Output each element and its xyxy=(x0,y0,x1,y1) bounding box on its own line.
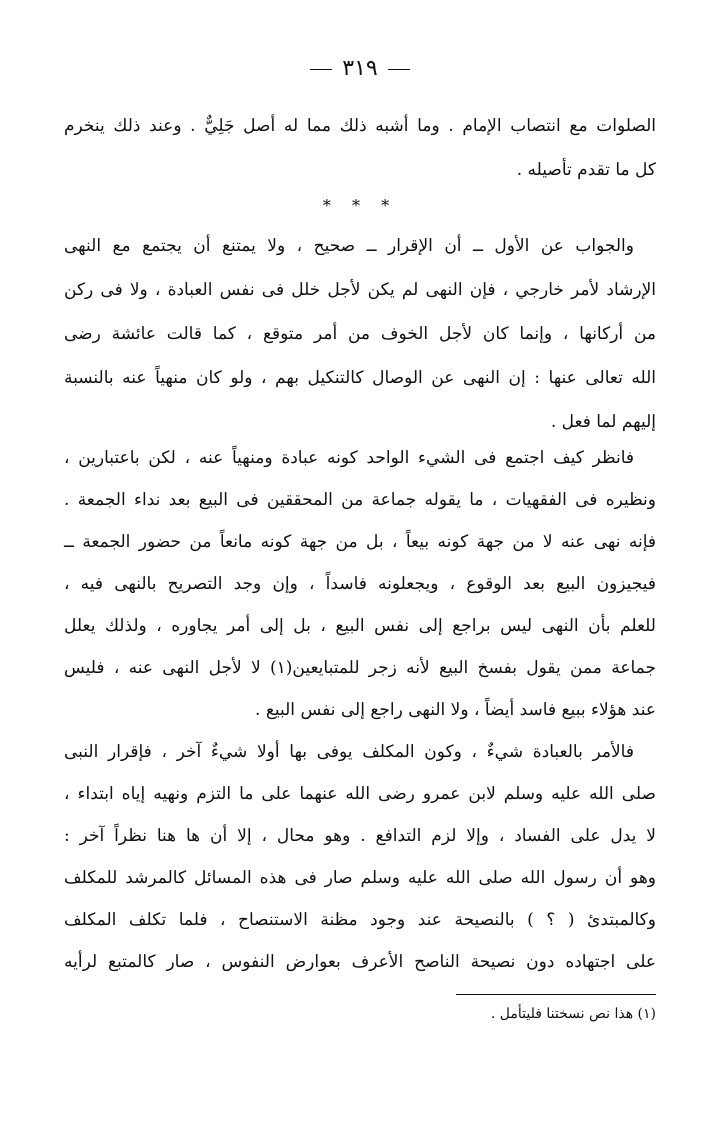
text-line: كل ما تقدم تأصيله . xyxy=(516,160,656,180)
text-line: وهو أن رسول الله صلى الله عليه وسلم صار فى هذه المسائل كالمرشد للمكلف xyxy=(64,868,656,888)
text-line: الله تعالى عنها : إن النهى عن الوصال كالتنكيل بهم ، ولو كان منهياً عنه بالنسبة xyxy=(64,368,656,388)
text-line: وكالمبتدئ ( ؟ ) بالنصيحة عند وجود مظنة الاستنصاح ، فلما تكلف المكلف xyxy=(64,910,656,930)
header-dash-left xyxy=(310,69,332,70)
text-line: إليهم لما فعل . xyxy=(550,412,656,432)
text-line: على اجتهاده دون نصيحة الناصح الأعرف بعوارض النفوس ، صار كالمتبع لرأيه xyxy=(64,952,656,972)
page-header xyxy=(0,56,720,81)
text-line: الصلوات مع انتصاب الإمام . وما أشبه ذلك مما له أصل جَلِيٌّ . وعند ذلك ينخرم xyxy=(64,116,656,136)
page-number: ٣١٩ xyxy=(342,56,378,81)
section-separator: * * * xyxy=(322,196,398,215)
text-line: فالأمر بالعبادة شيءٌ ، وكون المكلف يوفى بها أولا شيءٌ آخر ، فإقرار النبى xyxy=(64,742,634,762)
text-line: فيجيزون البيع بعد الوقوع ، ويجعلونه فاسداً ، وإن وجد التصريح بالنهى فيه ، xyxy=(64,574,656,594)
text-line: جماعة ممن يقول بفسخ البيع لأنه زجر للمتبايعين(١) لا لأجل النهى عنه ، فليس xyxy=(64,658,656,678)
text-line: الإرشاد لأمر خارجي ، فإن النهى لم يكن لأجل خلل فى نفس العبادة ، ولا فى ركن xyxy=(64,280,656,300)
text-line: والجواب عن الأول ــ أن الإقرار ــ صحيح ، ولا يمتنع أن يجتمع مع النهى xyxy=(64,236,634,256)
text-line: من أركانها ، وإنما كان لأجل الخوف من أمر متوقع ، كما قالت عائشة رضى xyxy=(64,324,656,344)
text-line: فإنه نهى عنه لا من جهة كونه بيعاً ، بل من جهة كونه مانعاً من حضور الجمعة ــ xyxy=(64,532,656,552)
text-line: للعلم بأن النهى ليس براجع إلى نفس البيع ، بل إلى أمر يجاوره ، ولذلك يعلل xyxy=(64,616,656,636)
header-dash-right xyxy=(388,69,410,70)
text-line: صلى الله عليه وسلم لابن عمرو رضى الله عنهما على ما التزم ونهيه إياه ابتداء ، xyxy=(64,784,656,804)
text-line: لا يدل على الفساد ، وإلا لزم التدافع . وهو محال ، إلا أن ها هنا نظراً آخر : xyxy=(64,826,656,846)
text-line: عند هؤلاء ببيع فاسد أيضاً ، ولا النهى راجع إلى نفس البيع . xyxy=(255,700,656,720)
footnote-rule xyxy=(456,994,656,995)
text-line: ونظيره فى الفقهيات ، ما يقوله جماعة من المحققين فى البيع بعد نداء الجمعة . xyxy=(64,490,656,510)
footnote: (١) هذا نص نسختنا فليتأمل . xyxy=(490,1006,656,1022)
text-line: فانظر كيف اجتمع فى الشيء الواحد كونه عبادة ومنهياً عنه ، لكن باعتبارين ، xyxy=(64,448,634,468)
